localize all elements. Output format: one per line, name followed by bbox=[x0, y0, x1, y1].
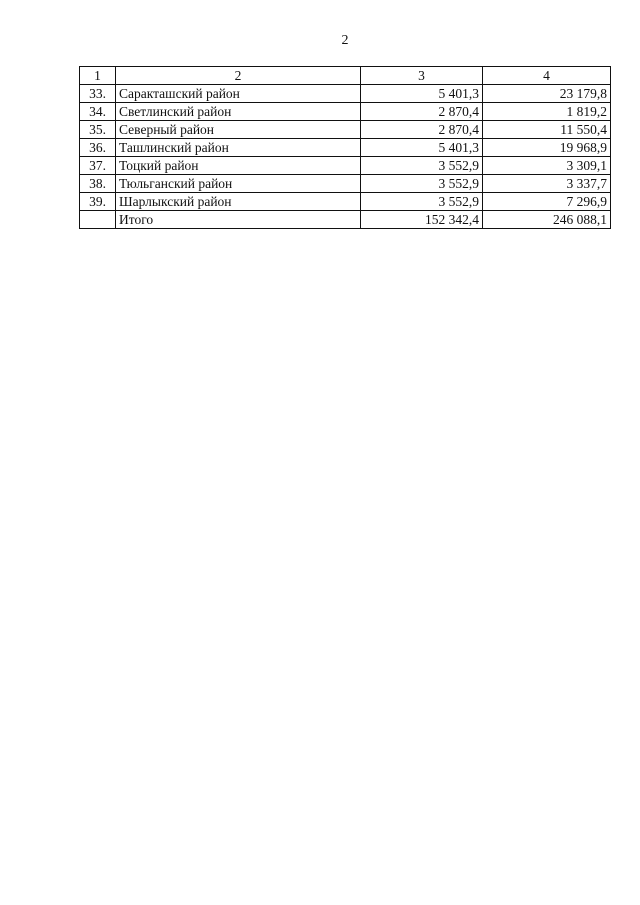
table-row bbox=[80, 121, 611, 139]
column-4-value: 7 296,9 bbox=[483, 193, 611, 211]
total-label: Итого bbox=[116, 211, 361, 229]
row-number: 39. bbox=[80, 193, 116, 211]
column-4-value: 11 550,4 bbox=[483, 121, 611, 139]
column-4-value: 1 819,2 bbox=[483, 103, 611, 121]
column-3-value: 2 870,4 bbox=[361, 103, 483, 121]
table-header-row bbox=[80, 67, 611, 85]
column-4-value: 23 179,8 bbox=[483, 85, 611, 103]
column-3-value: 3 552,9 bbox=[361, 193, 483, 211]
column-header-1: 1 bbox=[80, 67, 116, 85]
table-row bbox=[80, 157, 611, 175]
column-4-value: 3 309,1 bbox=[483, 157, 611, 175]
total-number-cell bbox=[80, 211, 116, 229]
district-name: Ташлинский район bbox=[116, 139, 361, 157]
table-row bbox=[80, 85, 611, 103]
column-header-4: 4 bbox=[483, 67, 611, 85]
district-table bbox=[79, 66, 611, 229]
district-name: Северный район bbox=[116, 121, 361, 139]
column-3-value: 5 401,3 bbox=[361, 139, 483, 157]
page-number: 2 bbox=[341, 33, 349, 48]
total-column-3-value: 152 342,4 bbox=[361, 211, 483, 229]
table-row bbox=[80, 193, 611, 211]
column-3-value: 3 552,9 bbox=[361, 157, 483, 175]
column-4-value: 19 968,9 bbox=[483, 139, 611, 157]
row-number: 37. bbox=[80, 157, 116, 175]
row-number: 33. bbox=[80, 85, 116, 103]
table-row bbox=[80, 103, 611, 121]
table-total-row bbox=[80, 211, 611, 229]
district-name: Светлинский район bbox=[116, 103, 361, 121]
district-name: Тюльганский район bbox=[116, 175, 361, 193]
table-row bbox=[80, 139, 611, 157]
column-4-value: 3 337,7 bbox=[483, 175, 611, 193]
column-header-2: 2 bbox=[116, 67, 361, 85]
column-header-3: 3 bbox=[361, 67, 483, 85]
row-number: 38. bbox=[80, 175, 116, 193]
total-column-4-value: 246 088,1 bbox=[483, 211, 611, 229]
column-3-value: 3 552,9 bbox=[361, 175, 483, 193]
table-row bbox=[80, 175, 611, 193]
row-number: 36. bbox=[80, 139, 116, 157]
column-3-value: 5 401,3 bbox=[361, 85, 483, 103]
column-3-value: 2 870,4 bbox=[361, 121, 483, 139]
district-name: Тоцкий район bbox=[116, 157, 361, 175]
row-number: 35. bbox=[80, 121, 116, 139]
row-number: 34. bbox=[80, 103, 116, 121]
district-name: Шарлыкский район bbox=[116, 193, 361, 211]
district-name: Саракташский район bbox=[116, 85, 361, 103]
